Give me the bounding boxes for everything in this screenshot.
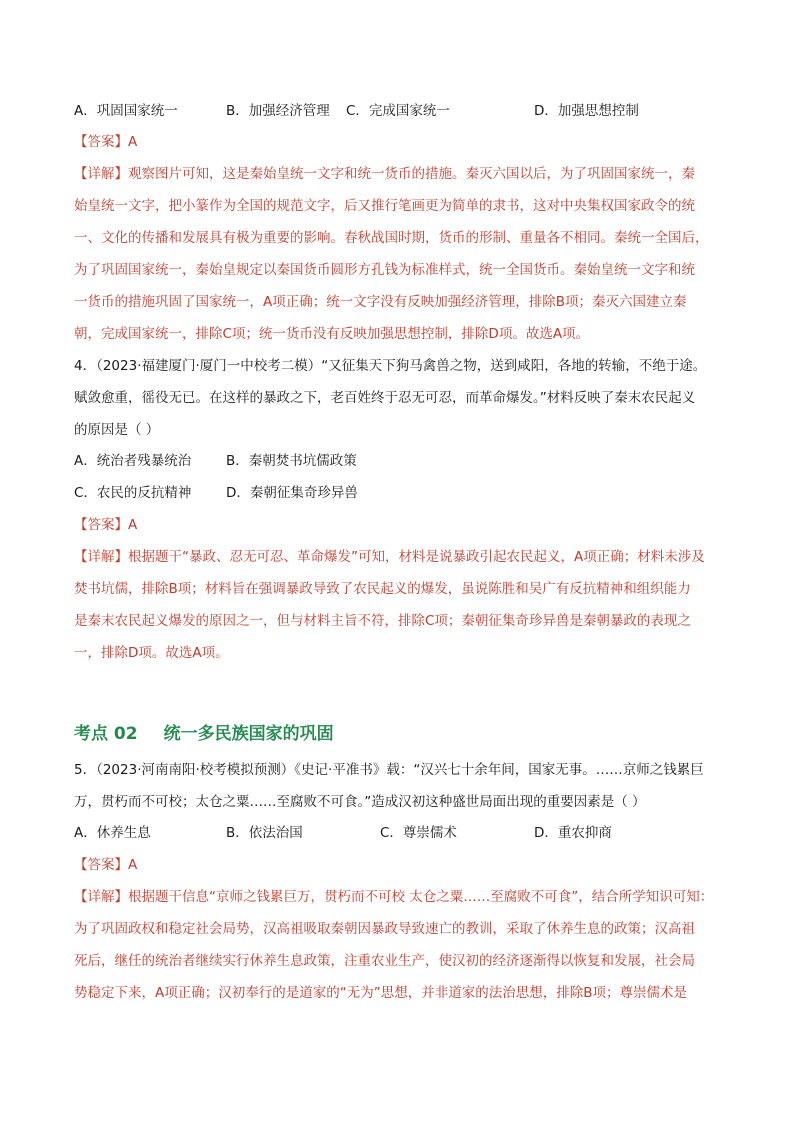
q5-option-b: B．依法治国 — [226, 825, 303, 841]
detail-line: 死后，继任的统治者继续实行休养生息政策，注重农业生产，使汉初的经济逐渐得以恢复和发展，社会局 — [74, 953, 695, 969]
q5-answer — [74, 855, 724, 875]
q4-option-a: A．统治者残暴统治 — [74, 453, 192, 469]
detail-line — [74, 887, 724, 907]
q5-option-c: C．尊崇儒术 — [380, 825, 457, 841]
q4-option-b: B．秦朝焚书坑儒政策 — [226, 453, 357, 469]
detail-line: 为了巩固政权和稳定社会局势，汉高祖吸取秦朝因暴政导致速亡的教训，采取了休养生息的政策；汉高祖 — [74, 921, 695, 937]
q4-option-c: C．农民的反抗精神 — [74, 485, 192, 501]
answer-value: A — [128, 517, 138, 533]
q5-option-a: A．休养生息 — [74, 825, 151, 841]
detail-line: 一、文化的传播和发展具有极为重要的影响。春秋战国时期，货币的形制、重量各不相同。秦统一全国后， — [74, 230, 709, 246]
stem-line: 5．（2023·河南南阳·校考模拟预测）《史记·平准书》载：“汉兴七十余年间，国家无事。……京师之钱累巨 — [74, 762, 704, 778]
detail-line: 势稳定下来，A项正确；汉初奉行的是道家的“无为”思想，并非道家的法治思想，排除B项；尊崇儒术是 — [74, 985, 687, 1001]
detail-line: 焚书坑儒，排除B项；材料旨在强调暴政导致了农民起义的爆发，虽说陈胜和吴广有反抗精神和组织能力 — [74, 581, 691, 597]
detail-line: 是秦末农民起义爆发的原因之一，但与材料主旨不符，排除C项；秦朝征集奇珍异兽是秦朝暴政的表现之 — [74, 613, 691, 629]
q4-answer — [74, 515, 724, 535]
stem-line: 4．（2023·福建厦门·厦门一中校考二模）“又征集天下狗马禽兽之物，送到咸阳，各地的转输，不绝于途。 — [74, 358, 707, 374]
q3-option-a: A．巩固国家统一 — [74, 103, 178, 119]
stem-line: 赋敛愈重，徭役无已。在这样的暴政之下，老百姓终于忍无可忍，而革命爆发。”材料反映了秦末农民起义 — [74, 390, 696, 406]
stem-line: 的原因是（ ） — [74, 422, 160, 438]
q3-option-c: C．完成国家统一 — [346, 103, 450, 119]
detail-line: 始皇统一文字，把小篆作为全国的规范文字，后又推行笔画更为简单的隶书，这对中央集权国家政令的统 — [74, 198, 695, 214]
stem-line: 万，贯朽而不可校；太仓之粟……至腐败不可食。”造成汉初这种盛世局面出现的重要因素是（ ） — [74, 794, 646, 810]
q3-answer — [74, 132, 724, 152]
answer-value: A — [128, 857, 138, 873]
section-code: 考点 02 — [74, 724, 138, 744]
detail-tag: 【详解】 — [74, 166, 128, 182]
answer-tag: 【答案】 — [74, 517, 128, 533]
detail-tag: 【详解】 — [74, 889, 128, 905]
detail-line: 为了巩固国家统一，秦始皇规定以秦国货币圆形方孔钱为标准样式，统一全国货币。秦始皇统一文字和统 — [74, 262, 695, 278]
detail-line: 一货币的措施巩固了国家统一，A项正确；统一文字没有反映加强经济管理，排除B项；秦灭六国建立秦 — [74, 294, 687, 310]
answer-value: A — [128, 134, 138, 150]
detail-text: 观察图片可知，这是秦始皇统一文字和统一货币的措施。秦灭六国以后，为了巩固国家统一，秦 — [128, 166, 695, 182]
section-heading — [74, 719, 334, 744]
detail-text: 根据题干“暴政、忍无可忍、革命爆发”可知，材料是说暴政引起农民起义，A项正确；材料未涉及 — [128, 549, 705, 565]
section-title: 统一多民族国家的巩固 — [163, 724, 334, 744]
answer-tag: 【答案】 — [74, 134, 128, 150]
q5-option-d: D．重农抑商 — [534, 825, 612, 841]
detail-text: 根据题干信息“京师之钱累巨万，贯朽而不可校 太仓之粟……至腐败不可食”，结合所学知识可知： — [128, 889, 714, 905]
detail-tag: 【详解】 — [74, 549, 128, 565]
q3-option-b: B．加强经济管理 — [226, 103, 330, 119]
detail-line — [74, 547, 724, 567]
detail-line — [74, 164, 724, 184]
q3-option-d: D．加强思想控制 — [534, 103, 639, 119]
q4-option-d: D．秦朝征集奇珍异兽 — [226, 485, 358, 501]
answer-tag: 【答案】 — [74, 857, 128, 873]
detail-line: 朝，完成国家统一，排除C项；统一货币没有反映加强思想控制，排除D项。故选A项。 — [74, 326, 590, 342]
detail-line: 一，排除D项。故选A项。 — [74, 645, 229, 661]
